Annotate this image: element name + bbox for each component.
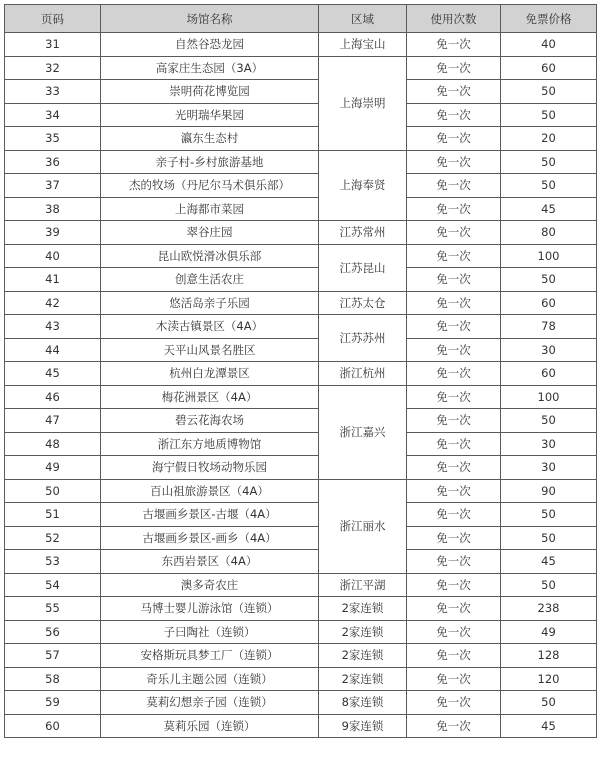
ticket-price-cell: 60 <box>501 56 597 80</box>
ticket-price-cell: 45 <box>501 714 597 738</box>
ticket-price-cell: 30 <box>501 432 597 456</box>
venue-name-cell: 木渎古镇景区（4A） <box>101 315 319 339</box>
usage-count-cell: 免一次 <box>407 479 501 503</box>
venue-name-cell: 亲子村-乡村旅游基地 <box>101 150 319 174</box>
ticket-price-cell: 100 <box>501 244 597 268</box>
usage-count-cell: 免一次 <box>407 714 501 738</box>
page-cell: 48 <box>5 432 101 456</box>
table-row <box>5 409 597 433</box>
page-cell: 55 <box>5 597 101 621</box>
venue-name-cell: 自然谷恐龙园 <box>101 33 319 57</box>
venue-table <box>4 4 597 738</box>
region-cell: 江苏太仓 <box>319 291 407 315</box>
page-cell: 49 <box>5 456 101 480</box>
page-cell: 34 <box>5 103 101 127</box>
venue-table-container <box>4 4 596 738</box>
page-cell: 36 <box>5 150 101 174</box>
venue-name-cell: 光明瑞华果园 <box>101 103 319 127</box>
header-page: 页码 <box>5 5 101 33</box>
page-cell: 52 <box>5 526 101 550</box>
usage-count-cell: 免一次 <box>407 174 501 198</box>
page-cell: 45 <box>5 362 101 386</box>
page-cell: 60 <box>5 714 101 738</box>
table-row <box>5 691 597 715</box>
table-row <box>5 80 597 104</box>
page-cell: 46 <box>5 385 101 409</box>
region-cell: 浙江丽水 <box>319 479 407 573</box>
page-cell: 32 <box>5 56 101 80</box>
table-row <box>5 479 597 503</box>
page-cell: 54 <box>5 573 101 597</box>
usage-count-cell: 免一次 <box>407 644 501 668</box>
venue-name-cell: 子曰陶社（连锁） <box>101 620 319 644</box>
usage-count-cell: 免一次 <box>407 291 501 315</box>
page-cell: 33 <box>5 80 101 104</box>
table-row <box>5 268 597 292</box>
page-cell: 50 <box>5 479 101 503</box>
ticket-price-cell: 120 <box>501 667 597 691</box>
ticket-price-cell: 60 <box>501 291 597 315</box>
table-row <box>5 432 597 456</box>
usage-count-cell: 免一次 <box>407 315 501 339</box>
table-row <box>5 174 597 198</box>
venue-name-cell: 创意生活农庄 <box>101 268 319 292</box>
page-cell: 44 <box>5 338 101 362</box>
table-row <box>5 33 597 57</box>
usage-count-cell: 免一次 <box>407 268 501 292</box>
venue-name-cell: 海宁假日牧场动物乐园 <box>101 456 319 480</box>
table-row <box>5 197 597 221</box>
ticket-price-cell: 78 <box>501 315 597 339</box>
region-cell: 2家连锁 <box>319 667 407 691</box>
table-row <box>5 150 597 174</box>
venue-name-cell: 梅花洲景区（4A） <box>101 385 319 409</box>
usage-count-cell: 免一次 <box>407 33 501 57</box>
usage-count-cell: 免一次 <box>407 432 501 456</box>
region-cell: 浙江杭州 <box>319 362 407 386</box>
venue-name-cell: 昆山欧悦滑冰俱乐部 <box>101 244 319 268</box>
usage-count-cell: 免一次 <box>407 197 501 221</box>
ticket-price-cell: 90 <box>501 479 597 503</box>
venue-name-cell: 百山祖旅游景区（4A） <box>101 479 319 503</box>
ticket-price-cell: 50 <box>501 573 597 597</box>
venue-name-cell: 上海都市菜园 <box>101 197 319 221</box>
usage-count-cell: 免一次 <box>407 338 501 362</box>
ticket-price-cell: 50 <box>501 409 597 433</box>
ticket-price-cell: 128 <box>501 644 597 668</box>
venue-name-cell: 崇明荷花博览园 <box>101 80 319 104</box>
header-venue-name: 场馆名称 <box>101 5 319 33</box>
page-cell: 51 <box>5 503 101 527</box>
venue-name-cell: 瀛东生态村 <box>101 127 319 151</box>
page-cell: 53 <box>5 550 101 574</box>
table-row <box>5 597 597 621</box>
table-row <box>5 103 597 127</box>
region-cell: 浙江平湖 <box>319 573 407 597</box>
region-cell: 江苏昆山 <box>319 244 407 291</box>
header-ticket-price: 免票价格 <box>501 5 597 33</box>
usage-count-cell: 免一次 <box>407 80 501 104</box>
header-usage-count: 使用次数 <box>407 5 501 33</box>
venue-name-cell: 悠活岛亲子乐园 <box>101 291 319 315</box>
region-cell: 江苏苏州 <box>319 315 407 362</box>
table-row <box>5 244 597 268</box>
ticket-price-cell: 50 <box>501 150 597 174</box>
region-cell: 上海崇明 <box>319 56 407 150</box>
page-cell: 59 <box>5 691 101 715</box>
usage-count-cell: 免一次 <box>407 362 501 386</box>
ticket-price-cell: 100 <box>501 385 597 409</box>
page-cell: 37 <box>5 174 101 198</box>
usage-count-cell: 免一次 <box>407 503 501 527</box>
ticket-price-cell: 50 <box>501 174 597 198</box>
page-cell: 35 <box>5 127 101 151</box>
venue-name-cell: 安格斯玩具梦工厂（连锁） <box>101 644 319 668</box>
venue-name-cell: 奇乐儿主题公园（连锁） <box>101 667 319 691</box>
ticket-price-cell: 50 <box>501 526 597 550</box>
ticket-price-cell: 20 <box>501 127 597 151</box>
usage-count-cell: 免一次 <box>407 597 501 621</box>
region-cell: 2家连锁 <box>319 620 407 644</box>
usage-count-cell: 免一次 <box>407 150 501 174</box>
venue-name-cell: 高家庄生态园（3A） <box>101 56 319 80</box>
table-body <box>5 33 597 738</box>
table-row <box>5 338 597 362</box>
table-row <box>5 644 597 668</box>
ticket-price-cell: 50 <box>501 691 597 715</box>
header-region: 区域 <box>319 5 407 33</box>
region-cell: 浙江嘉兴 <box>319 385 407 479</box>
ticket-price-cell: 45 <box>501 550 597 574</box>
ticket-price-cell: 80 <box>501 221 597 245</box>
usage-count-cell: 免一次 <box>407 385 501 409</box>
region-cell: 江苏常州 <box>319 221 407 245</box>
table-header <box>5 5 597 33</box>
table-row <box>5 573 597 597</box>
usage-count-cell: 免一次 <box>407 550 501 574</box>
table-row <box>5 620 597 644</box>
table-row <box>5 456 597 480</box>
region-cell: 8家连锁 <box>319 691 407 715</box>
ticket-price-cell: 30 <box>501 338 597 362</box>
header-row <box>5 5 597 33</box>
table-row <box>5 221 597 245</box>
page-cell: 43 <box>5 315 101 339</box>
page-cell: 40 <box>5 244 101 268</box>
usage-count-cell: 免一次 <box>407 526 501 550</box>
usage-count-cell: 免一次 <box>407 103 501 127</box>
ticket-price-cell: 50 <box>501 103 597 127</box>
table-row <box>5 56 597 80</box>
usage-count-cell: 免一次 <box>407 691 501 715</box>
ticket-price-cell: 50 <box>501 503 597 527</box>
page-cell: 31 <box>5 33 101 57</box>
venue-name-cell: 莫莉乐园（连锁） <box>101 714 319 738</box>
venue-name-cell: 马博士婴儿游泳馆（连锁） <box>101 597 319 621</box>
page-cell: 42 <box>5 291 101 315</box>
usage-count-cell: 免一次 <box>407 667 501 691</box>
region-cell: 9家连锁 <box>319 714 407 738</box>
ticket-price-cell: 45 <box>501 197 597 221</box>
table-row <box>5 503 597 527</box>
region-cell: 上海宝山 <box>319 33 407 57</box>
region-cell: 2家连锁 <box>319 597 407 621</box>
venue-name-cell: 翠谷庄园 <box>101 221 319 245</box>
table-row <box>5 526 597 550</box>
ticket-price-cell: 50 <box>501 80 597 104</box>
page-cell: 57 <box>5 644 101 668</box>
usage-count-cell: 免一次 <box>407 127 501 151</box>
table-row <box>5 714 597 738</box>
page-cell: 38 <box>5 197 101 221</box>
page-cell: 47 <box>5 409 101 433</box>
venue-name-cell: 莫莉幻想亲子园（连锁） <box>101 691 319 715</box>
ticket-price-cell: 49 <box>501 620 597 644</box>
page-cell: 41 <box>5 268 101 292</box>
ticket-price-cell: 30 <box>501 456 597 480</box>
usage-count-cell: 免一次 <box>407 409 501 433</box>
table-row <box>5 315 597 339</box>
venue-name-cell: 浙江东方地质博物馆 <box>101 432 319 456</box>
page-cell: 58 <box>5 667 101 691</box>
usage-count-cell: 免一次 <box>407 221 501 245</box>
page-cell: 56 <box>5 620 101 644</box>
venue-name-cell: 古堰画乡景区-画乡（4A） <box>101 526 319 550</box>
table-row <box>5 385 597 409</box>
venue-name-cell: 碧云花海农场 <box>101 409 319 433</box>
table-row <box>5 550 597 574</box>
usage-count-cell: 免一次 <box>407 573 501 597</box>
usage-count-cell: 免一次 <box>407 56 501 80</box>
table-row <box>5 362 597 386</box>
ticket-price-cell: 40 <box>501 33 597 57</box>
venue-name-cell: 东西岩景区（4A） <box>101 550 319 574</box>
page-cell: 39 <box>5 221 101 245</box>
venue-name-cell: 澳多奇农庄 <box>101 573 319 597</box>
venue-name-cell: 杰的牧场（丹尼尔马术俱乐部） <box>101 174 319 198</box>
venue-name-cell: 杭州白龙潭景区 <box>101 362 319 386</box>
region-cell: 上海奉贤 <box>319 150 407 221</box>
venue-name-cell: 天平山风景名胜区 <box>101 338 319 362</box>
ticket-price-cell: 60 <box>501 362 597 386</box>
table-row <box>5 667 597 691</box>
usage-count-cell: 免一次 <box>407 244 501 268</box>
region-cell: 2家连锁 <box>319 644 407 668</box>
venue-name-cell: 古堰画乡景区-古堰（4A） <box>101 503 319 527</box>
table-row <box>5 127 597 151</box>
usage-count-cell: 免一次 <box>407 620 501 644</box>
ticket-price-cell: 238 <box>501 597 597 621</box>
usage-count-cell: 免一次 <box>407 456 501 480</box>
ticket-price-cell: 50 <box>501 268 597 292</box>
table-row <box>5 291 597 315</box>
